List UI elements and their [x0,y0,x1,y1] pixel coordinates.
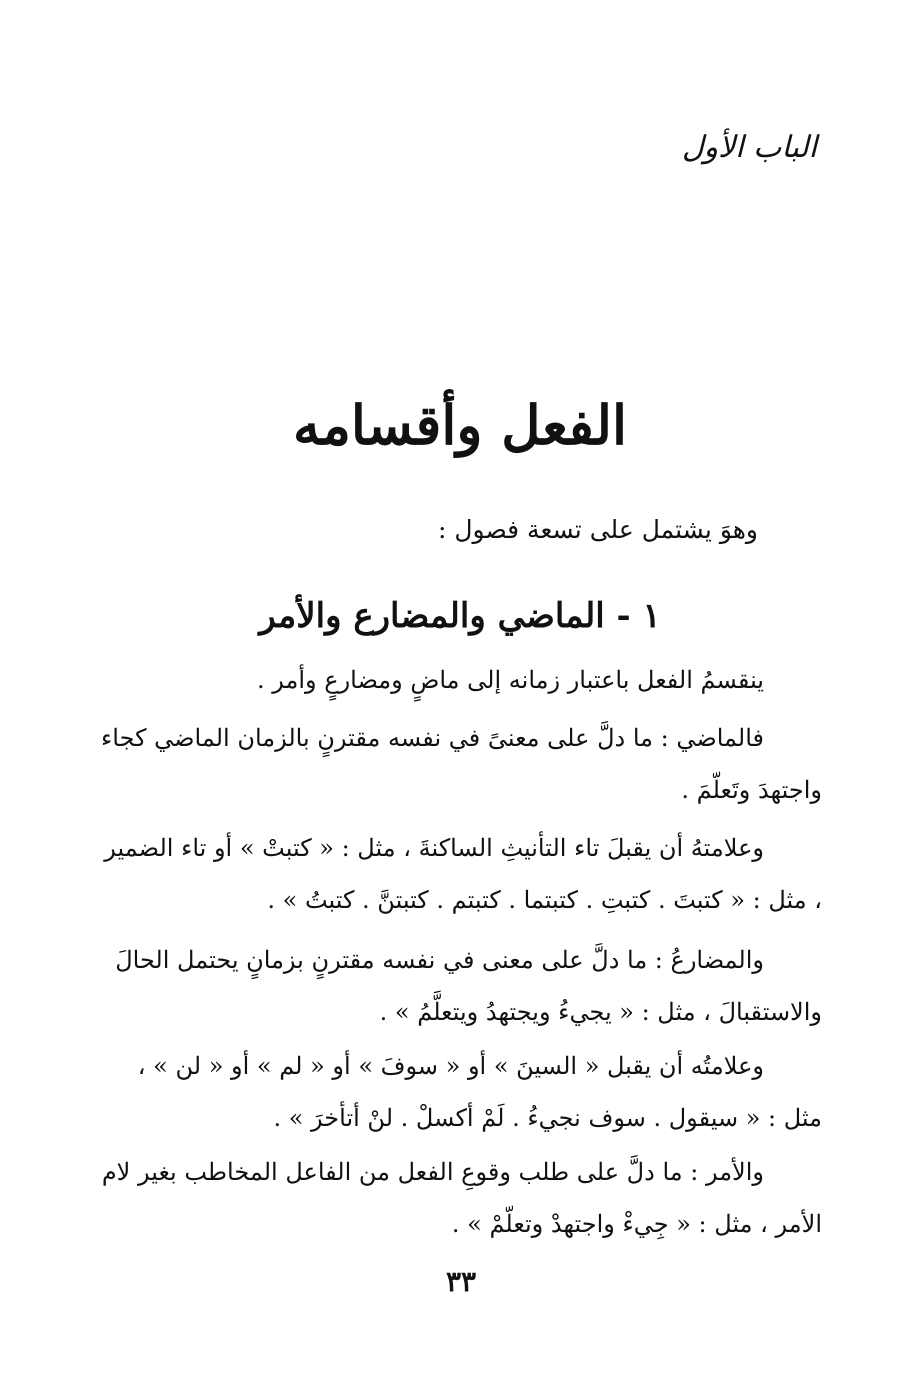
paragraph-text: ينقسمُ الفعل باعتبار زمانه إلى ماضٍ ومضارعٍ وأمر . [257,666,764,694]
intro-text: وهوَ يشتمل على تسعة فصول : [438,515,758,544]
paragraph [100,712,822,816]
page-title: الفعل وأقسامه [293,393,627,457]
paragraph [100,1146,822,1250]
paragraph-text: وعلامتهُ أن يقبلَ تاء التأنيثِ الساكنةَ ، مثل : « كتبتْ » أو تاء الضمير ، مثل : « كتبتَ . كتبتِ . كتبتما . كتبتم . كتبتنَّ . كتبتُ » . [104,834,822,914]
paragraph [100,1040,822,1144]
section-heading: ١ - الماضي والمضارع والأمر [259,596,661,636]
paragraph-text: والمضارعُ : ما دلَّ على معنى في نفسه مقترنٍ بزمانٍ يحتمل الحالَ والاستقبالَ ، مثل : « يجيءُ ويجتهدُ ويتعلَّمُ » . [115,946,822,1026]
paragraph [100,822,822,926]
paragraph-text: وعلامتُه أن يقبل « السينَ » أو « سوفَ » أو « لم » أو « لن » ، مثل : « سيقول . سوف نجيءُ . لَمْ أكسلْ . لنْ أتأخرَ » . [137,1052,822,1132]
page-number: ٣٣ [445,1265,477,1298]
paragraph [100,934,822,1038]
paragraph [100,654,822,706]
paragraph-text: فالماضي : ما دلَّ على معنىً في نفسه مقترنٍ بالزمان الماضي كجاء واجتهدَ وتَعلّمَ . [101,724,822,804]
chapter-label: الباب الأول [681,130,817,165]
paragraph-text: والأمر : ما دلَّ على طلب وقوعِ الفعل من الفاعل المخاطب بغير لام الأمر ، مثل : « جِيءْ واجتهدْ وتعلّمْ » . [101,1158,822,1238]
